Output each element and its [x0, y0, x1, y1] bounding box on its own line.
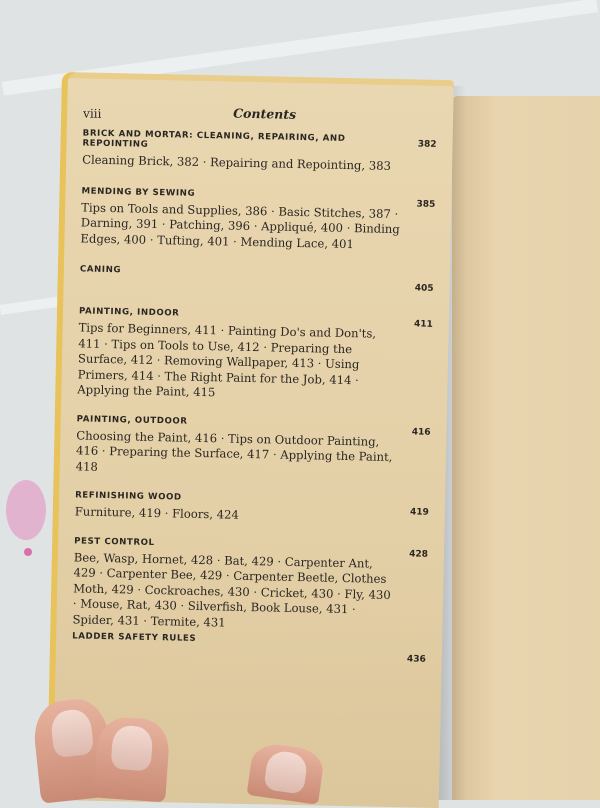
page-header: [83, 102, 427, 131]
toc-entry: [74, 490, 429, 527]
entry-text: Furniture, 419 · Floors, 424: [74, 504, 239, 522]
entry-title: MENDING BY SEWING: [81, 185, 196, 199]
entry-text: Cleaning Brick, 382 · Repairing and Repointing, 383: [82, 152, 392, 173]
toc-entry: [82, 128, 437, 175]
entry-page: 428: [409, 548, 429, 560]
toc-entry: [72, 535, 429, 635]
entry-title: REFINISHING WOOD: [75, 490, 182, 503]
running-title: Contents: [233, 105, 297, 122]
left-page: [47, 72, 454, 808]
entry-page: 436: [406, 654, 426, 665]
entry-page: 382: [417, 139, 437, 150]
contents-page: [72, 102, 437, 672]
entry-text: Bee, Wasp, Hornet, 428 · Bat, 429 · Carpenter Ant, 429 · Carpenter Bee, 429 · Carpenter Beetle, Clothes Moth, 429 · Cockroaches, 430 · Cricket, 430 · Fly, 430 · Mouse, Rat, 430 · Silverfish, Book Louse, 431 · Spider, 431 · Termite, 431: [72, 549, 391, 630]
entry-page: 385: [416, 198, 436, 210]
entry-page: 416: [411, 426, 431, 438]
toc-entry: [75, 413, 431, 482]
pink-stain: [6, 480, 46, 540]
entry-title: CANING: [79, 264, 122, 276]
toc-entry: [79, 264, 434, 303]
entry-page: 405: [414, 283, 434, 294]
right-page: [452, 96, 600, 800]
entry-text: Choosing the Paint, 416 · Tips on Outdoor Painting, 416 · Preparing the Surface, 417 · Applying the Paint, 418: [75, 427, 393, 474]
fingernail: [111, 725, 154, 772]
entry-page: 411: [413, 319, 433, 330]
toc-entry: [72, 631, 426, 672]
entry-title: PAINTING, OUTDOOR: [76, 413, 188, 427]
entry-page: 419: [409, 507, 429, 518]
entry-text: Tips on Tools and Supplies, 386 · Basic Stitches, 387 · Darning, 391 · Patching, 396 · Appliqué, 400 · Binding Edges, 400 · Tufting, 401 · Mending Lace, 401: [80, 199, 400, 251]
pink-stain: [24, 548, 32, 556]
entry-title: LADDER SAFETY RULES: [72, 631, 197, 644]
toc-entry: [77, 306, 433, 405]
entry-title: PEST CONTROL: [74, 535, 155, 548]
entry-title: BRICK AND MORTAR: CLEANING, REPAIRING, AND REPOINTING: [82, 128, 346, 150]
entry-text: Tips for Beginners, 411 · Painting Do's and Don'ts, 411 · Tips on Tools to Use, 412 · Preparing the Surface, 412 · Removing Wallpaper, 413 · Using Primers, 414 · The Right Paint for the Job, 414 · Applying the Paint, 415: [77, 320, 377, 400]
entry-title: PAINTING, INDOOR: [78, 306, 180, 319]
page-number: viii: [82, 106, 102, 121]
toc-entry: [80, 185, 436, 254]
